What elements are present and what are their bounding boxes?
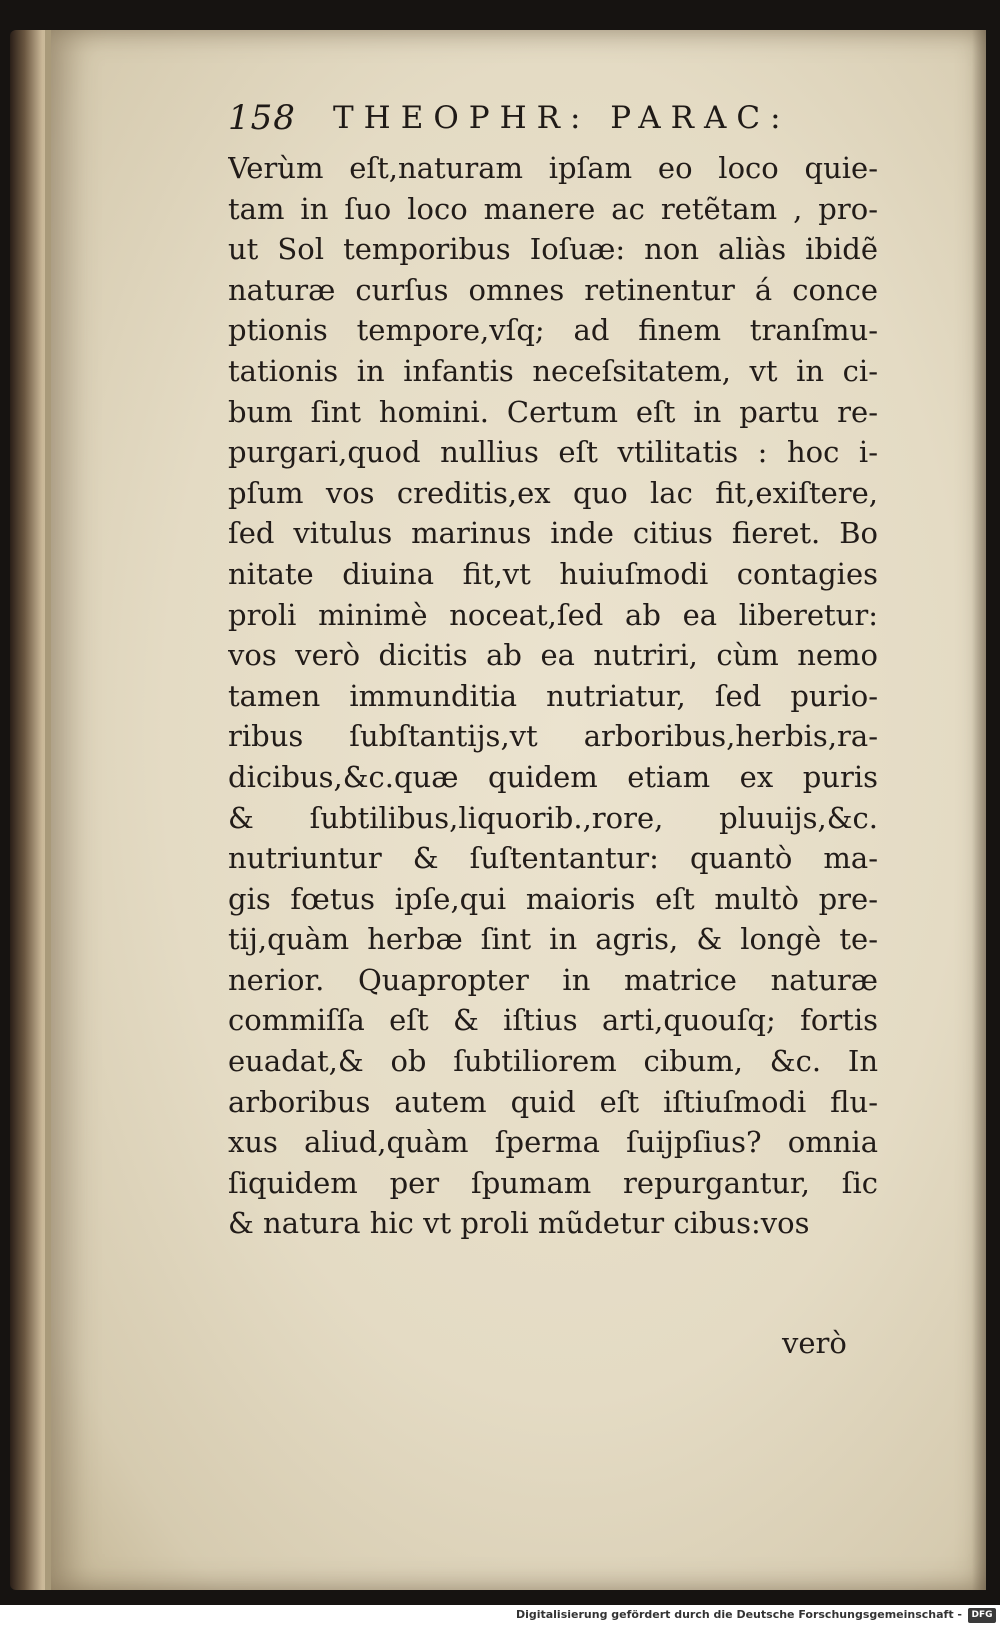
body-text [228, 148, 878, 1244]
text-line: & natura hic vt proli mũdetur cibus:vos [228, 1206, 810, 1241]
text-line: pſum vos creditis,ex quo lac fit,exiſtere, [228, 475, 878, 510]
text-line: purgari,quod nullius eſt vtilitatis : hoc i- [228, 435, 878, 470]
text-line: proli minimè noceat,ſed ab ea liberetur: [228, 597, 878, 632]
catchword: verò [782, 1326, 847, 1360]
text-line: tationis in infantis neceſsitatem, vt in ci- [228, 353, 878, 388]
text-line: xus aliud,quàm ſperma ſuijpſius? omnia [228, 1125, 878, 1160]
text-line: & ſubtilibus,liquorib.,rore, pluuijs,&c. [228, 800, 878, 835]
text-line: gis fœtus ipſe,qui maioris eſt multò pre- [228, 881, 878, 916]
text-line: tamen immunditia nutriatur, ſed purio- [228, 678, 878, 713]
text-line: ſed vitulus marinus inde citius fieret. Bo [228, 516, 878, 551]
text-line: tij,quàm herbæ ſint in agris, & longè te- [228, 922, 878, 957]
text-line: ptionis tempore,vſq; ad finem tranſmu- [228, 313, 878, 348]
footer-bar [0, 1605, 1000, 1628]
running-head-title: THEOPHR: PARAC: [333, 100, 791, 136]
text-line: nitate diuina fit,vt huiuſmodi contagies [228, 556, 878, 591]
text-line: euadat,& ob ſubtiliorem cibum, &c. In [228, 1044, 878, 1079]
text-line: Verùm eſt,naturam ipſam eo loco quie- [228, 151, 878, 185]
text-line: nutriuntur & ſuſtentantur: quantò ma- [228, 841, 878, 876]
text-line: arboribus autem quid eſt iſtiuſmodi flu- [228, 1084, 878, 1119]
text-line: nerior. Quapropter in matrice naturæ [228, 962, 878, 997]
text-line: ſiquidem per ſpumam repurgantur, ſic [228, 1165, 878, 1200]
text-line: commiſſa eſt & iſtius arti,quouſq; fortis [228, 1003, 878, 1038]
running-head [228, 92, 868, 148]
text-line: ribus ſubſtantijs,vt arboribus,herbis,ra- [228, 719, 878, 754]
page-number: 158 [228, 98, 296, 138]
text-line: tam in ſuo loco manere ac retẽtam , pro- [228, 191, 878, 226]
text-line: dicibus,&c.quæ quidem etiam ex puris [228, 759, 878, 794]
text-line: bum ſint homini. Certum eſt in partu re- [228, 394, 878, 429]
text-line: ut Sol temporibus Ioſuæ: non aliàs ibidẽ [228, 232, 878, 267]
text-line: vos verò dicitis ab ea nutriri, cùm nemo [228, 638, 878, 673]
text-line: naturæ curſus omnes retinentur á conce [228, 272, 878, 307]
dfg-logo: DFG [968, 1608, 996, 1623]
page-edge-shadow [972, 30, 986, 1590]
digitization-credit: Digitalisierung gefördert durch die Deutsche Forschungsgemeinschaft - [515, 1608, 962, 1621]
